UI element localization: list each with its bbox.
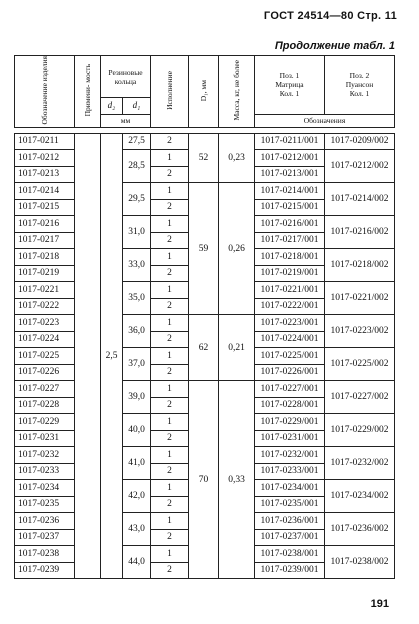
- designation-cell: 1017-0212: [15, 150, 75, 167]
- col-mass: Масса, кг, не более: [219, 56, 255, 128]
- punch-cell: 1017-0227/002: [325, 381, 395, 414]
- designation-cell: 1017-0213: [15, 166, 75, 183]
- col-mm: мм: [101, 114, 151, 127]
- D1-cell: 70: [189, 381, 219, 579]
- designation-cell: 1017-0234: [15, 480, 75, 497]
- matrix-cell: 1017-0221/001: [255, 282, 325, 299]
- d1-cell: 41,0: [123, 447, 151, 480]
- col-pos1: Поз. 1 Матрица Кол. 1: [255, 56, 325, 115]
- D1-cell: 59: [189, 183, 219, 315]
- col-pos2: Поз. 2 Пуансон Кол. 1: [325, 56, 395, 115]
- matrix-cell: 1017-0229/001: [255, 414, 325, 431]
- d1-cell: 31,0: [123, 216, 151, 249]
- d1-cell: 44,0: [123, 546, 151, 579]
- parts-table: [14, 55, 395, 579]
- D1-cell: 62: [189, 315, 219, 381]
- execution-cell: 2: [151, 232, 189, 249]
- table-row: [15, 315, 395, 332]
- d1-cell: 27,5: [123, 133, 151, 150]
- punch-cell: 1017-0209/002: [325, 133, 395, 150]
- punch-cell: 1017-0229/002: [325, 414, 395, 447]
- designation-cell: 1017-0226: [15, 364, 75, 381]
- col-execution: Исполнение: [151, 56, 189, 128]
- execution-cell: 1: [151, 447, 189, 464]
- mass-cell: 0,23: [219, 133, 255, 183]
- matrix-cell: 1017-0233/001: [255, 463, 325, 480]
- execution-cell: 2: [151, 397, 189, 414]
- execution-cell: 1: [151, 348, 189, 365]
- matrix-cell: 1017-0232/001: [255, 447, 325, 464]
- execution-cell: 1: [151, 216, 189, 233]
- execution-cell: 2: [151, 265, 189, 282]
- matrix-cell: 1017-0216/001: [255, 216, 325, 233]
- d1-cell: 40,0: [123, 414, 151, 447]
- matrix-cell: 1017-0235/001: [255, 496, 325, 513]
- d1-cell: 29,5: [123, 183, 151, 216]
- matrix-cell: 1017-0231/001: [255, 430, 325, 447]
- d2-cell: 2,5: [101, 133, 123, 579]
- col-rings: Резиновые кольца: [101, 56, 151, 98]
- table-row: [15, 183, 395, 200]
- matrix-cell: 1017-0239/001: [255, 562, 325, 579]
- matrix-cell: 1017-0218/001: [255, 249, 325, 266]
- matrix-cell: 1017-0219/001: [255, 265, 325, 282]
- matrix-cell: 1017-0215/001: [255, 199, 325, 216]
- applicability-cell: [75, 133, 101, 579]
- designation-cell: 1017-0219: [15, 265, 75, 282]
- designation-cell: 1017-0239: [15, 562, 75, 579]
- designation-cell: 1017-0233: [15, 463, 75, 480]
- execution-cell: 1: [151, 150, 189, 167]
- matrix-cell: 1017-0212/001: [255, 150, 325, 167]
- designation-cell: 1017-0227: [15, 381, 75, 398]
- designation-cell: 1017-0228: [15, 397, 75, 414]
- punch-cell: 1017-0225/002: [325, 348, 395, 381]
- d1-cell: 42,0: [123, 480, 151, 513]
- matrix-cell: 1017-0234/001: [255, 480, 325, 497]
- d1-cell: 35,0: [123, 282, 151, 315]
- execution-cell: 2: [151, 133, 189, 150]
- execution-cell: 2: [151, 430, 189, 447]
- d1-cell: 43,0: [123, 513, 151, 546]
- d1-cell: 33,0: [123, 249, 151, 282]
- col-designations: Обозначения: [255, 114, 395, 127]
- matrix-cell: 1017-0237/001: [255, 529, 325, 546]
- execution-cell: 1: [151, 480, 189, 497]
- table-row: [15, 133, 395, 150]
- designation-cell: 1017-0238: [15, 546, 75, 563]
- designation-cell: 1017-0229: [15, 414, 75, 431]
- execution-cell: 2: [151, 562, 189, 579]
- execution-cell: 2: [151, 463, 189, 480]
- punch-cell: 1017-0234/002: [325, 480, 395, 513]
- execution-cell: 2: [151, 331, 189, 348]
- col-d1: d₁: [123, 98, 151, 115]
- execution-cell: 2: [151, 364, 189, 381]
- execution-cell: 1: [151, 282, 189, 299]
- col-applicability: Примени- мость: [75, 56, 101, 128]
- col-d2: d₂: [101, 98, 123, 115]
- punch-cell: 1017-0232/002: [325, 447, 395, 480]
- col-designation: Обозначение изделия: [15, 56, 75, 128]
- designation-cell: 1017-0214: [15, 183, 75, 200]
- matrix-cell: 1017-0225/001: [255, 348, 325, 365]
- execution-cell: 1: [151, 315, 189, 332]
- designation-cell: 1017-0235: [15, 496, 75, 513]
- designation-cell: 1017-0217: [15, 232, 75, 249]
- matrix-cell: 1017-0213/001: [255, 166, 325, 183]
- execution-cell: 2: [151, 496, 189, 513]
- designation-cell: 1017-0211: [15, 133, 75, 150]
- matrix-cell: 1017-0211/001: [255, 133, 325, 150]
- punch-cell: 1017-0236/002: [325, 513, 395, 546]
- punch-cell: 1017-0223/002: [325, 315, 395, 348]
- execution-cell: 1: [151, 381, 189, 398]
- d1-cell: 36,0: [123, 315, 151, 348]
- designation-cell: 1017-0231: [15, 430, 75, 447]
- matrix-cell: 1017-0224/001: [255, 331, 325, 348]
- D1-cell: 52: [189, 133, 219, 183]
- designation-cell: 1017-0232: [15, 447, 75, 464]
- execution-cell: 1: [151, 414, 189, 431]
- gost-header: ГОСТ 24514—80 Стр. 11: [263, 10, 397, 22]
- matrix-cell: 1017-0238/001: [255, 546, 325, 563]
- col-D1: D₁, мм: [189, 56, 219, 128]
- execution-cell: 2: [151, 529, 189, 546]
- designation-cell: 1017-0225: [15, 348, 75, 365]
- execution-cell: 2: [151, 298, 189, 315]
- punch-cell: 1017-0212/002: [325, 150, 395, 183]
- mass-cell: 0,33: [219, 381, 255, 579]
- d1-cell: 28,5: [123, 150, 151, 183]
- designation-cell: 1017-0218: [15, 249, 75, 266]
- matrix-cell: 1017-0222/001: [255, 298, 325, 315]
- mass-cell: 0,26: [219, 183, 255, 315]
- designation-cell: 1017-0237: [15, 529, 75, 546]
- execution-cell: 1: [151, 249, 189, 266]
- matrix-cell: 1017-0217/001: [255, 232, 325, 249]
- matrix-cell: 1017-0226/001: [255, 364, 325, 381]
- d1-cell: 39,0: [123, 381, 151, 414]
- execution-cell: 2: [151, 166, 189, 183]
- table-row: [15, 381, 395, 398]
- punch-cell: 1017-0216/002: [325, 216, 395, 249]
- page-number: 191: [370, 598, 389, 610]
- execution-cell: 1: [151, 513, 189, 530]
- execution-cell: 2: [151, 199, 189, 216]
- matrix-cell: 1017-0228/001: [255, 397, 325, 414]
- matrix-cell: 1017-0223/001: [255, 315, 325, 332]
- mass-cell: 0,21: [219, 315, 255, 381]
- execution-cell: 1: [151, 183, 189, 200]
- matrix-cell: 1017-0236/001: [255, 513, 325, 530]
- execution-cell: 1: [151, 546, 189, 563]
- matrix-cell: 1017-0227/001: [255, 381, 325, 398]
- d1-cell: 37,0: [123, 348, 151, 381]
- punch-cell: 1017-0221/002: [325, 282, 395, 315]
- punch-cell: 1017-0218/002: [325, 249, 395, 282]
- designation-cell: 1017-0222: [15, 298, 75, 315]
- punch-cell: 1017-0214/002: [325, 183, 395, 216]
- punch-cell: 1017-0238/002: [325, 546, 395, 579]
- matrix-cell: 1017-0214/001: [255, 183, 325, 200]
- designation-cell: 1017-0221: [15, 282, 75, 299]
- designation-cell: 1017-0236: [15, 513, 75, 530]
- designation-cell: 1017-0216: [15, 216, 75, 233]
- table-continuation-label: Продолжение табл. 1: [274, 40, 395, 52]
- designation-cell: 1017-0224: [15, 331, 75, 348]
- designation-cell: 1017-0223: [15, 315, 75, 332]
- designation-cell: 1017-0215: [15, 199, 75, 216]
